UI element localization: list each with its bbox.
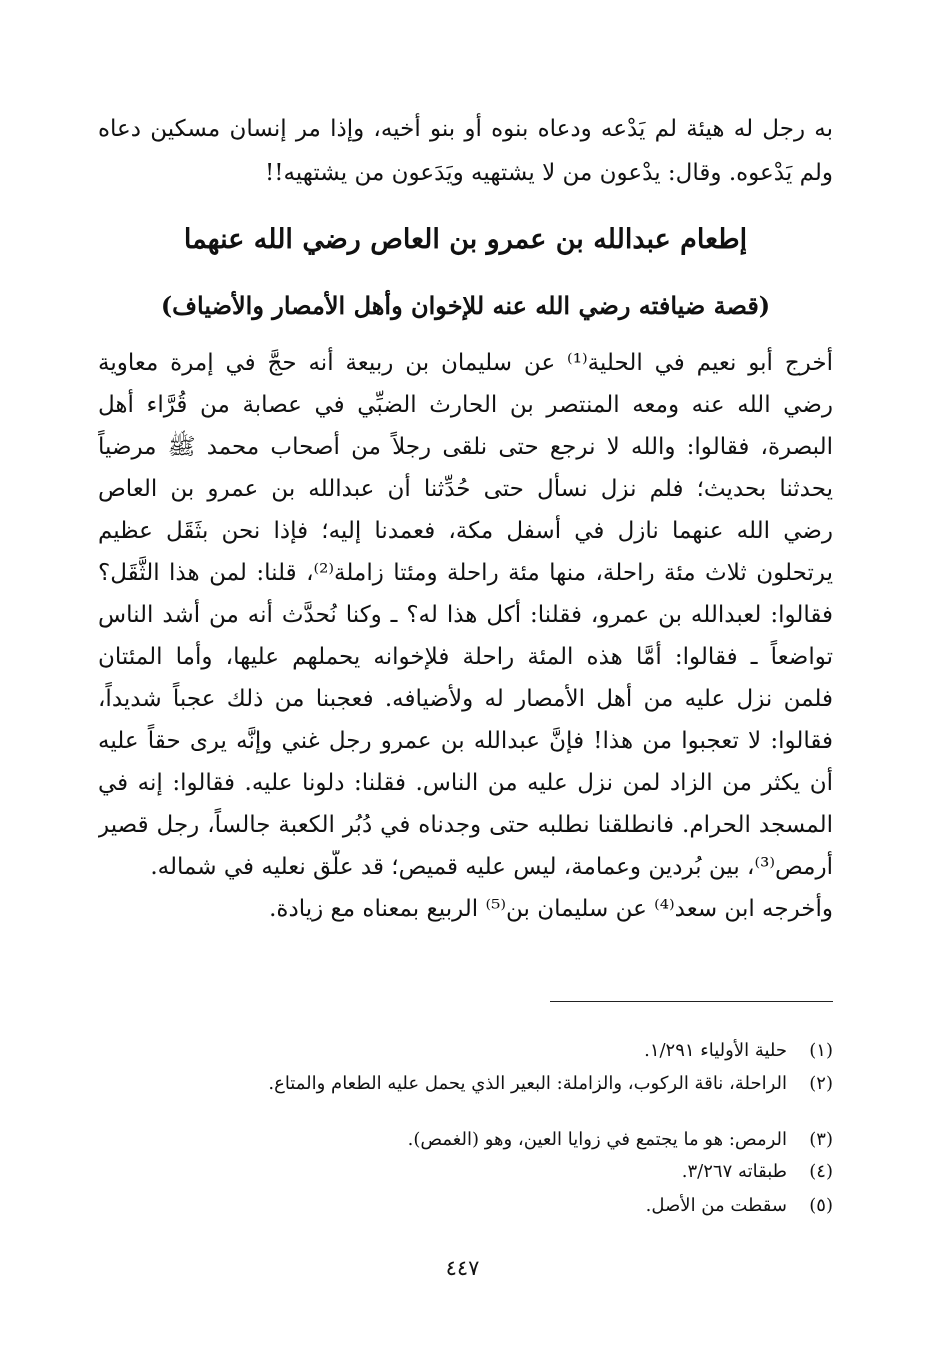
footnote-divider [550, 1001, 833, 1002]
body-line: أرمص⁽³⁾، بين بُردين وعمامة، ليس عليه قميص؛ قد علَّق نعليه في شماله. [150, 854, 833, 880]
page-number: ٤٤٧ [445, 1256, 480, 1280]
body-line: تواضعاً ـ فقالوا: أمَّا هذه المئة راحلة فلإخوانه يحملهم عليها، وأما المئتان [98, 644, 833, 670]
footnote-number: (١) [809, 1040, 833, 1061]
body-line: رضي الله عنهما نازل في أسفل مكة، فعمدنا إليه؛ فإذا نحن بثَقَل عظيم [98, 518, 833, 544]
body-line: أخرج أبو نعيم في الحلية⁽¹⁾ عن سليمان بن ربيعة أنه حجَّ في إمرة معاوية [98, 350, 833, 376]
body-line: البصرة، فقالوا: والله لا نرجع حتى نلقى رجلاً من أصحاب محمد ﷺ مرضياً [98, 434, 833, 460]
footnote-item [93, 1127, 833, 1155]
footnote-text: الرمص: هو ما يجتمع في زوايا العين، وهو (الغمص). [407, 1129, 787, 1150]
footnote-item [93, 1071, 833, 1099]
body-line: المسجد الحرام. فانطلقنا نطلبه حتى وجدناه في دُبُر الكعبة جالساً، رجل قصير [98, 812, 833, 838]
footnote-number: (٤) [809, 1161, 833, 1182]
footnote-number: (٢) [809, 1073, 833, 1094]
body-line: رضي الله عنه ومعه المنتصر بن الحارث الضبِّي في عصابة من قُرَّاء أهل [98, 392, 833, 418]
footnote-text: حلية الأولياء ١/٢٩١. [644, 1040, 787, 1061]
footnote-number: (٥) [809, 1195, 833, 1216]
intro-line: به رجل له هيئة لم يَدْعه ودعاه بنوه أو بنو أخيه، وإذا مر إنسان مسكين دعاه [98, 116, 833, 142]
section-subtitle: (قصة ضيافته رضي الله عنه للإخوان وأهل الأمصار والأضياف) [160, 291, 771, 320]
body-line: أن يكثر من الزاد لمن نزل عليه من الناس. فقلنا: دلونا عليه. فقالوا: إنه في [98, 770, 833, 796]
body-line: يحدثنا بحديث؛ فلم نزل نسأل حتى حُدِّثنا أن عبدالله بن عمرو بن العاص [98, 476, 833, 502]
body-line: فلمن نزل عليه من أهل الأمصار له ولأضيافه. فعجبنا من ذلك عجباً شديداً، [98, 686, 833, 712]
footnote-text: الراحلة، ناقة الركوب، والزاملة: البعير الذي يحمل عليه الطعام والمتاع. [268, 1073, 787, 1094]
footnote-item [93, 1159, 833, 1187]
body-line: فقالوا: لا تعجبوا من هذا! فإنَّ عبدالله بن عمرو رجل غني وإنَّه يرى حقاً عليه [98, 728, 833, 754]
footnote-number: (٣) [809, 1129, 833, 1150]
footnote-item [93, 1038, 833, 1066]
body-line: وأخرجه ابن سعد⁽⁴⁾ عن سليمان بن⁽⁵⁾ الربيع بمعناه مع زيادة. [269, 896, 833, 922]
footnote-text: سقطت من الأصل. [645, 1195, 787, 1216]
body-line: فقالوا: لعبدالله بن عمرو، فقلنا: أكل هذا له؟ ـ وكنا نُحدَّث أنه من أشد الناس [98, 602, 833, 628]
footnote-text: طبقاته ٣/٢٦٧. [681, 1161, 787, 1182]
section-title: إطعام عبدالله بن عمرو بن العاص رضي الله عنهما [183, 224, 748, 255]
body-line: يرتحلون ثلاث مئة راحلة، منها مئة راحلة ومئتا زاملة⁽²⁾، قلنا: لمن هذا الثَّقَل؟ [98, 560, 833, 586]
footnote-item [93, 1193, 833, 1221]
intro-line: ولم يَدْعوه. وقال: يدْعون من لا يشتهيه ويَدَعون من يشتهيه!! [264, 160, 833, 186]
